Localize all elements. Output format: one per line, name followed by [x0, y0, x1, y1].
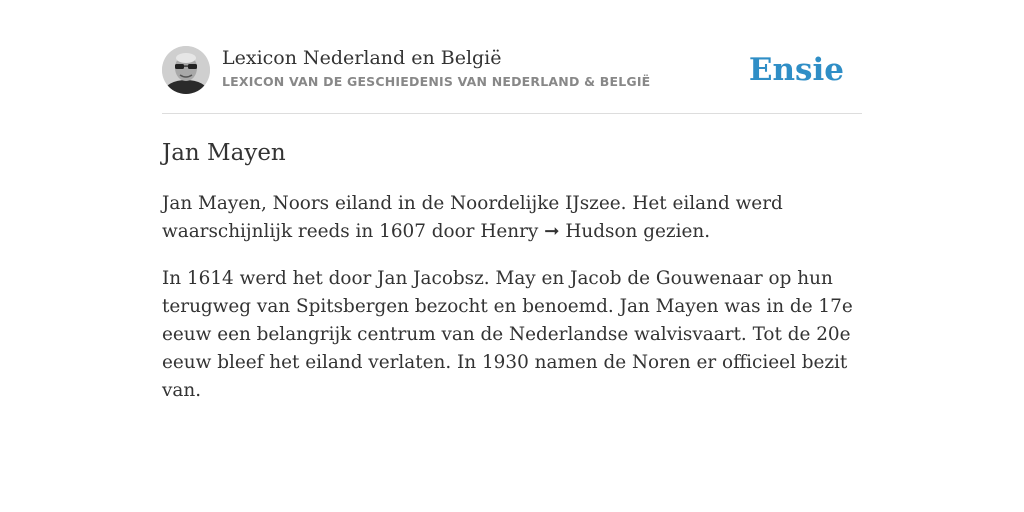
content-container: [162, 46, 862, 401]
paragraph-1-text: Jan Mayen, Noors eiland in de Noordelijke IJszee. Het eiland werd waarschijnlijk reeds in 1607 door Henry: [162, 193, 783, 242]
link-arrow-icon: ➞: [544, 221, 560, 242]
header: [162, 46, 862, 114]
article-paragraph-2: In 1614 werd het door Jan Jacobsz. May en Jacob de Gouwenaar op hun terugweg van Spitsbergen bezocht en benoemd. Jan Mayen was in de 17e eeuw een belangrijk centrum van de Nederlandse walvisvaart. Tot de 20e eeuw bleef het eiland verlaten. In 1930 namen de Noren er officieel bezit van.: [162, 268, 853, 401]
avatar-portrait-icon: [162, 46, 210, 94]
article-body: [162, 190, 862, 424]
site-title[interactable]: Lexicon Nederland en België: [222, 47, 502, 69]
article-paragraph-1: [162, 190, 862, 246]
article-title: Jan Mayen: [162, 140, 286, 166]
site-subtitle: LEXICON VAN DE GESCHIEDENIS VAN NEDERLAND & BELGIË: [222, 74, 651, 89]
paragraph-1-end: gezien.: [637, 221, 711, 242]
ensie-logo-link[interactable]: Ensie: [748, 52, 844, 88]
author-avatar[interactable]: [162, 46, 210, 94]
hudson-link[interactable]: Hudson: [565, 221, 638, 242]
